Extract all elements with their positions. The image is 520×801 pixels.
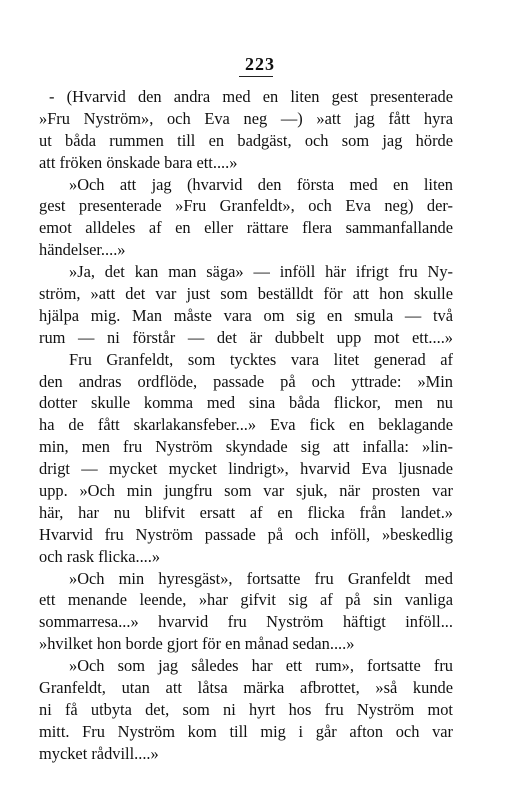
text-line: min, men fru Nyström skyndade sig att infalla: »lin- [39, 437, 453, 457]
page-number: 223 [245, 54, 275, 74]
page-number-rule [239, 76, 273, 77]
text-line: rum — ni förstår — det är dubbelt upp mot ett....» [39, 327, 453, 347]
text-line: hjälpa mig. Man måste vara om sig en smula — två [39, 305, 453, 325]
text-line: mitt. Fru Nyström kom till mig i går afton och var [39, 721, 453, 741]
text-line: gest presenterade »Fru Granfeldt», och Eva neg) der- [39, 196, 453, 216]
text-line: »Ja, det kan man säga» — inföll här ifrigt fru Ny- [69, 262, 453, 282]
text-line: upp. »Och min jungfru som var sjuk, när prosten var [39, 481, 453, 501]
text-line: Granfeldt, utan att låtsa märka afbrottet, »så kunde [39, 678, 453, 698]
text-line: drigt — mycket mycket lindrigt», hvarvid Eva ljusnade [39, 459, 453, 479]
text-line: Hvarvid fru Nyström passade på och inföll, »beskedlig [39, 524, 453, 544]
body-text [39, 86, 453, 765]
text-line: - (Hvarvid den andra med en liten gest presenterade [49, 87, 453, 106]
text-line: »hvilket hon borde gjort för en månad sedan....» [39, 634, 355, 654]
text-line: den andras ordflöde, passade på och yttrade: »Min [39, 371, 453, 391]
text-line: »Och att jag (hvarvid den första med en liten [69, 174, 453, 194]
text-line: Fru Granfeldt, som tycktes vara litet generad af [69, 349, 453, 369]
text-line: händelser....» [39, 240, 126, 260]
text-line: mycket rådvill....» [39, 743, 159, 763]
text-line: ha de fått skarlakansfeber...» Eva fick en beklagande [39, 415, 453, 435]
text-line: »Och som jag således har ett rum», fortsatte fru [69, 656, 453, 676]
text-line: ni få utbyta det, som ni hyrt hos fru Nyström mot [39, 699, 453, 719]
text-line: ström, »att det var just som beställdt för att hon skulle [39, 284, 453, 304]
text-line: att fröken önskade bara ett....» [39, 152, 238, 172]
text-line: dotter skulle komma med sina båda flickor, men nu [39, 393, 453, 413]
text-line: ut båda rummen till en badgäst, och som jag hörde [39, 130, 453, 150]
text-line: »Fru Nyström», och Eva neg —) »att jag fått hyra [39, 108, 453, 128]
text-line: ett menande leende, »har gifvit sig af på sin vanliga [39, 590, 453, 610]
text-line: här, har nu blifvit ersatt af en flicka från landet.» [39, 502, 453, 522]
text-line: emot alldeles af en eller rättare flera sammanfallande [39, 218, 453, 238]
text-line: sommarresa...» hvarvid fru Nyström häftigt inföll... [39, 612, 453, 632]
text-line: »Och min hyresgäst», fortsatte fru Granfeldt med [69, 568, 453, 588]
text-line: och rask flicka....» [39, 546, 161, 566]
